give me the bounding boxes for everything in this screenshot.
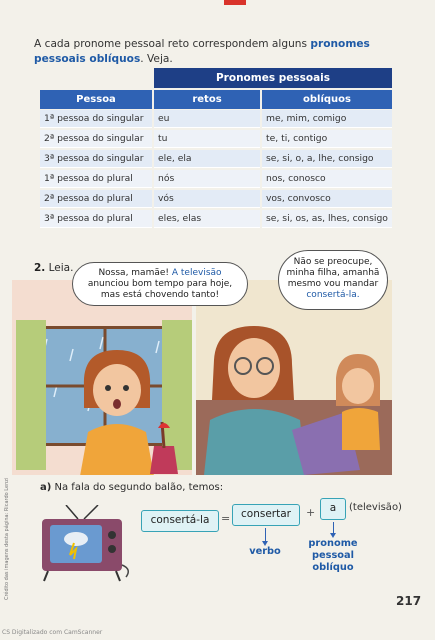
table-row bbox=[40, 210, 392, 228]
table-row bbox=[40, 150, 392, 168]
term-a: a bbox=[320, 498, 346, 520]
cell-obliquo: te, ti, contigo bbox=[262, 130, 392, 148]
television-icon bbox=[38, 505, 134, 583]
cell-reto: eu bbox=[154, 110, 260, 128]
image-credit: Crédito das imagens desta página: Ricardo Lenzi bbox=[4, 477, 10, 600]
equals-sign: = bbox=[221, 512, 231, 525]
arrow-down-icon bbox=[333, 522, 334, 534]
page-number: 217 bbox=[396, 594, 422, 608]
intro-paragraph: A cada pronome pessoal reto correspondem alguns pronomes pessoais oblíquos. Veja. bbox=[34, 38, 370, 65]
term-consertar: consertar bbox=[232, 504, 300, 526]
cell-obliquo: nos, conosco bbox=[262, 170, 392, 188]
speech-balloon-girl: Nossa, mamãe! A televisão anunciou bom tempo para hoje, mas está chovendo tanto! bbox=[72, 262, 248, 306]
intro-highlight: pronomes pessoais oblíquos bbox=[34, 38, 370, 65]
cell-obliquo: vos, convosco bbox=[262, 190, 392, 208]
arrow-down-icon bbox=[265, 528, 266, 542]
cell-pessoa: 3ª pessoa do plural bbox=[40, 210, 152, 228]
scanner-watermark: CS Digitalizado com CamScanner bbox=[2, 629, 103, 636]
cell-obliquo: me, mim, comigo bbox=[262, 110, 392, 128]
cell-reto: ele, ela bbox=[154, 150, 260, 168]
cell-reto: eles, elas bbox=[154, 210, 260, 228]
question-2-heading: 2. Leia. bbox=[34, 262, 74, 274]
header-retos: retos bbox=[154, 90, 260, 109]
table-group-header: Pronomes pessoais bbox=[154, 68, 392, 88]
cell-reto: tu bbox=[154, 130, 260, 148]
speech-balloon-mother: Não se preocupe, minha filha, amanhã mesmo vou mandar consertá-la. bbox=[278, 250, 388, 310]
term-a-note: (televisão) bbox=[349, 502, 402, 513]
cell-pessoa: 1ª pessoa do plural bbox=[40, 170, 152, 188]
umbrella-stand-icon bbox=[140, 418, 188, 474]
cell-pessoa: 2ª pessoa do singular bbox=[40, 130, 152, 148]
term-consertala: consertá-la bbox=[141, 510, 219, 532]
comic-panel-girl bbox=[12, 280, 192, 475]
cell-reto: nós bbox=[154, 170, 260, 188]
mother-and-girl-illustration bbox=[196, 320, 392, 475]
label-verbo: verbo bbox=[249, 546, 281, 557]
cell-obliquo: se, si, os, as, lhes, consigo bbox=[262, 210, 392, 228]
cell-reto: vós bbox=[154, 190, 260, 208]
table-row bbox=[40, 170, 392, 188]
header-pessoa: Pessoa bbox=[40, 90, 152, 109]
cell-obliquo: se, si, o, a, lhe, consigo bbox=[262, 150, 392, 168]
header-obliquos: oblíquos bbox=[262, 90, 392, 109]
question-a: a) Na fala do segundo balão, temos: bbox=[40, 482, 224, 493]
table-row bbox=[40, 190, 392, 208]
cell-pessoa: 1ª pessoa do singular bbox=[40, 110, 152, 128]
table-row bbox=[40, 110, 392, 128]
label-pronome-pessoal-obliquo: pronome pessoal oblíquo bbox=[308, 538, 358, 573]
cell-pessoa: 3ª pessoa do singular bbox=[40, 150, 152, 168]
plus-sign: + bbox=[306, 506, 316, 519]
top-color-mark bbox=[224, 0, 246, 5]
table-row bbox=[40, 130, 392, 148]
left-curtain bbox=[16, 320, 46, 470]
cell-pessoa: 2ª pessoa do plural bbox=[40, 190, 152, 208]
